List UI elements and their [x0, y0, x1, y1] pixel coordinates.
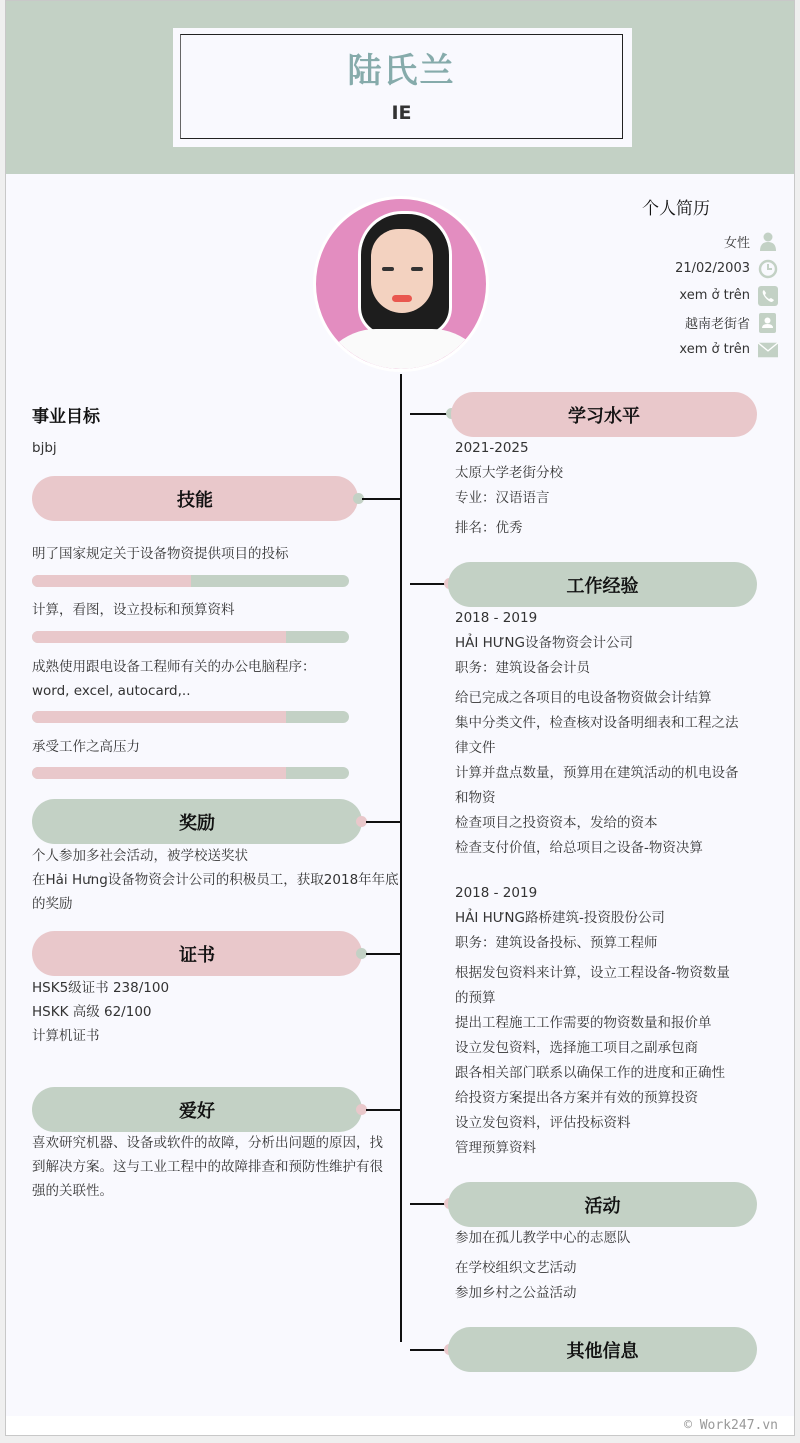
job-duty: 设立发包资料，选择施工项目之副承包商 [455, 1040, 698, 1056]
info-birthdate [675, 255, 778, 282]
skill-bar [32, 631, 349, 643]
certificate-line: 计算机证书 [32, 1028, 100, 1044]
resume-page [5, 0, 795, 1436]
job-duty: 设立发包资料，评估投标资料 [455, 1115, 631, 1131]
copyright-footer: © Work247.vn [684, 1418, 778, 1433]
timeline-connector [366, 953, 400, 955]
skill-bar [32, 767, 349, 779]
job-position: 职务：建筑设备投标、预算工程师 [455, 935, 658, 951]
skill-bar [32, 711, 349, 723]
personal-info-title: 个人简历 [642, 199, 710, 219]
header-band [6, 1, 794, 174]
birthdate-value: 21/02/2003 [675, 261, 750, 276]
job-duty: 根据发包资料来计算，设立工程设备-物资数量 [455, 965, 730, 981]
experience-header: 工作经验 [448, 562, 757, 607]
timeline-connector [366, 821, 400, 823]
envelope-icon [758, 340, 778, 360]
activity-line: 参加乡村之公益活动 [455, 1285, 577, 1301]
job-period: 2018 - 2019 [455, 610, 538, 626]
info-address [675, 309, 778, 336]
skill-bar [32, 575, 349, 587]
certificate-line: HSKK 高级 62/100 [32, 1004, 152, 1020]
education-rank: 排名：优秀 [455, 520, 523, 536]
objective-title: 事业目标 [32, 407, 100, 427]
certificate-line: HSK5级证书 238/100 [32, 980, 170, 996]
hobby-line: 喜欢研究机器、设备或软件的故障，分析出问题的原因，找 [32, 1135, 383, 1151]
award-line: 在Hải Hưng设备物资会计公司的积极员工，获取2018年年底 [32, 872, 399, 888]
person-icon [758, 232, 778, 252]
job-duty: 集中分类文件，检查核对设备明细表和工程之法 [455, 715, 739, 731]
job-position: 职务：建筑设备会计员 [455, 660, 590, 676]
timeline-line [400, 374, 402, 1342]
skill-label: 计算，看图，设立投标和预算资料 [32, 602, 235, 618]
job-company: HẢI HƯNG设备物资会计公司 [455, 635, 633, 651]
name-frame [180, 34, 623, 139]
hobby-line: 到解决方案。这与工业工程中的故障排查和预防性维护有很 [32, 1159, 383, 1175]
resume-body [6, 174, 794, 1416]
info-gender [675, 228, 778, 255]
skill-label: 承受工作之高压力 [32, 739, 140, 755]
hobby-line: 强的关联性。 [32, 1183, 113, 1199]
other-info-header: 其他信息 [448, 1327, 757, 1372]
hobbies-header: 爱好 [32, 1087, 362, 1132]
avatar [313, 196, 489, 372]
skills-header: 技能 [32, 476, 358, 521]
job-duty: 给已完成之各项目的电设备物资做会计结算 [455, 690, 712, 706]
job-duty: 提出工程施工工作需要的物资数量和报价单 [455, 1015, 712, 1031]
education-period: 2021-2025 [455, 440, 529, 456]
job-duty: 检查支付价值，给总项目之设备-物资决算 [455, 840, 703, 856]
timeline-connector [410, 583, 448, 585]
job-duty: 律文件 [455, 740, 496, 756]
phone-icon [758, 286, 778, 306]
info-email [675, 336, 778, 363]
award-line: 个人参加多社会活动，被学校送奖状 [32, 848, 248, 864]
job-duty: 和物资 [455, 790, 496, 806]
name-card [173, 28, 632, 147]
job-duty: 给投资方案提出各方案并有效的预算投资 [455, 1090, 698, 1106]
job-duty: 的预算 [455, 990, 496, 1006]
job-period: 2018 - 2019 [455, 885, 538, 901]
candidate-name: 陆氏兰 [347, 51, 456, 91]
job-company: HẢI HƯNG路桥建筑-投资股份公司 [455, 910, 665, 926]
email-value: xem ở trên [679, 342, 750, 357]
job-title: IE [391, 102, 412, 124]
timeline-connector [410, 1349, 448, 1351]
timeline-connector [410, 1203, 448, 1205]
personal-info-list [675, 228, 778, 363]
skill-label: 明了国家规定关于设备物资提供项目的投标 [32, 546, 289, 562]
job-duty: 管理预算资料 [455, 1140, 536, 1156]
activity-line: 在学校组织文艺活动 [455, 1260, 577, 1276]
phone-value: xem ở trên [679, 288, 750, 303]
certificates-header: 证书 [32, 931, 362, 976]
education-header: 学习水平 [451, 392, 757, 437]
activity-line: 参加在孤儿教学中心的志愿队 [455, 1230, 631, 1246]
activities-header: 活动 [448, 1182, 757, 1227]
info-phone [675, 282, 778, 309]
job-duty: 跟各相关部门联系以确保工作的进度和正确性 [455, 1065, 725, 1081]
clock-icon [758, 259, 778, 279]
skill-label: 成熟使用跟电设备工程师有关的办公电脑程序： [32, 659, 316, 675]
address-value: 越南老街省 [684, 317, 750, 332]
job-duty: 检查项目之投资资本，发给的资本 [455, 815, 658, 831]
awards-header: 奖励 [32, 799, 362, 844]
timeline-connector [362, 498, 400, 500]
education-major: 专业：汉语语言 [455, 490, 550, 506]
gender-value: 女性 [723, 236, 750, 251]
job-duty: 计算并盘点数量，预算用在建筑活动的机电设备 [455, 765, 739, 781]
address-book-icon [758, 313, 778, 333]
education-school: 太原大学老街分校 [455, 465, 563, 481]
objective-text: bjbj [32, 440, 57, 456]
award-line: 的奖励 [32, 896, 73, 912]
timeline-connector [410, 413, 450, 415]
skill-label-continued: word, excel, autocard,.. [32, 683, 191, 699]
timeline-connector [366, 1109, 400, 1111]
